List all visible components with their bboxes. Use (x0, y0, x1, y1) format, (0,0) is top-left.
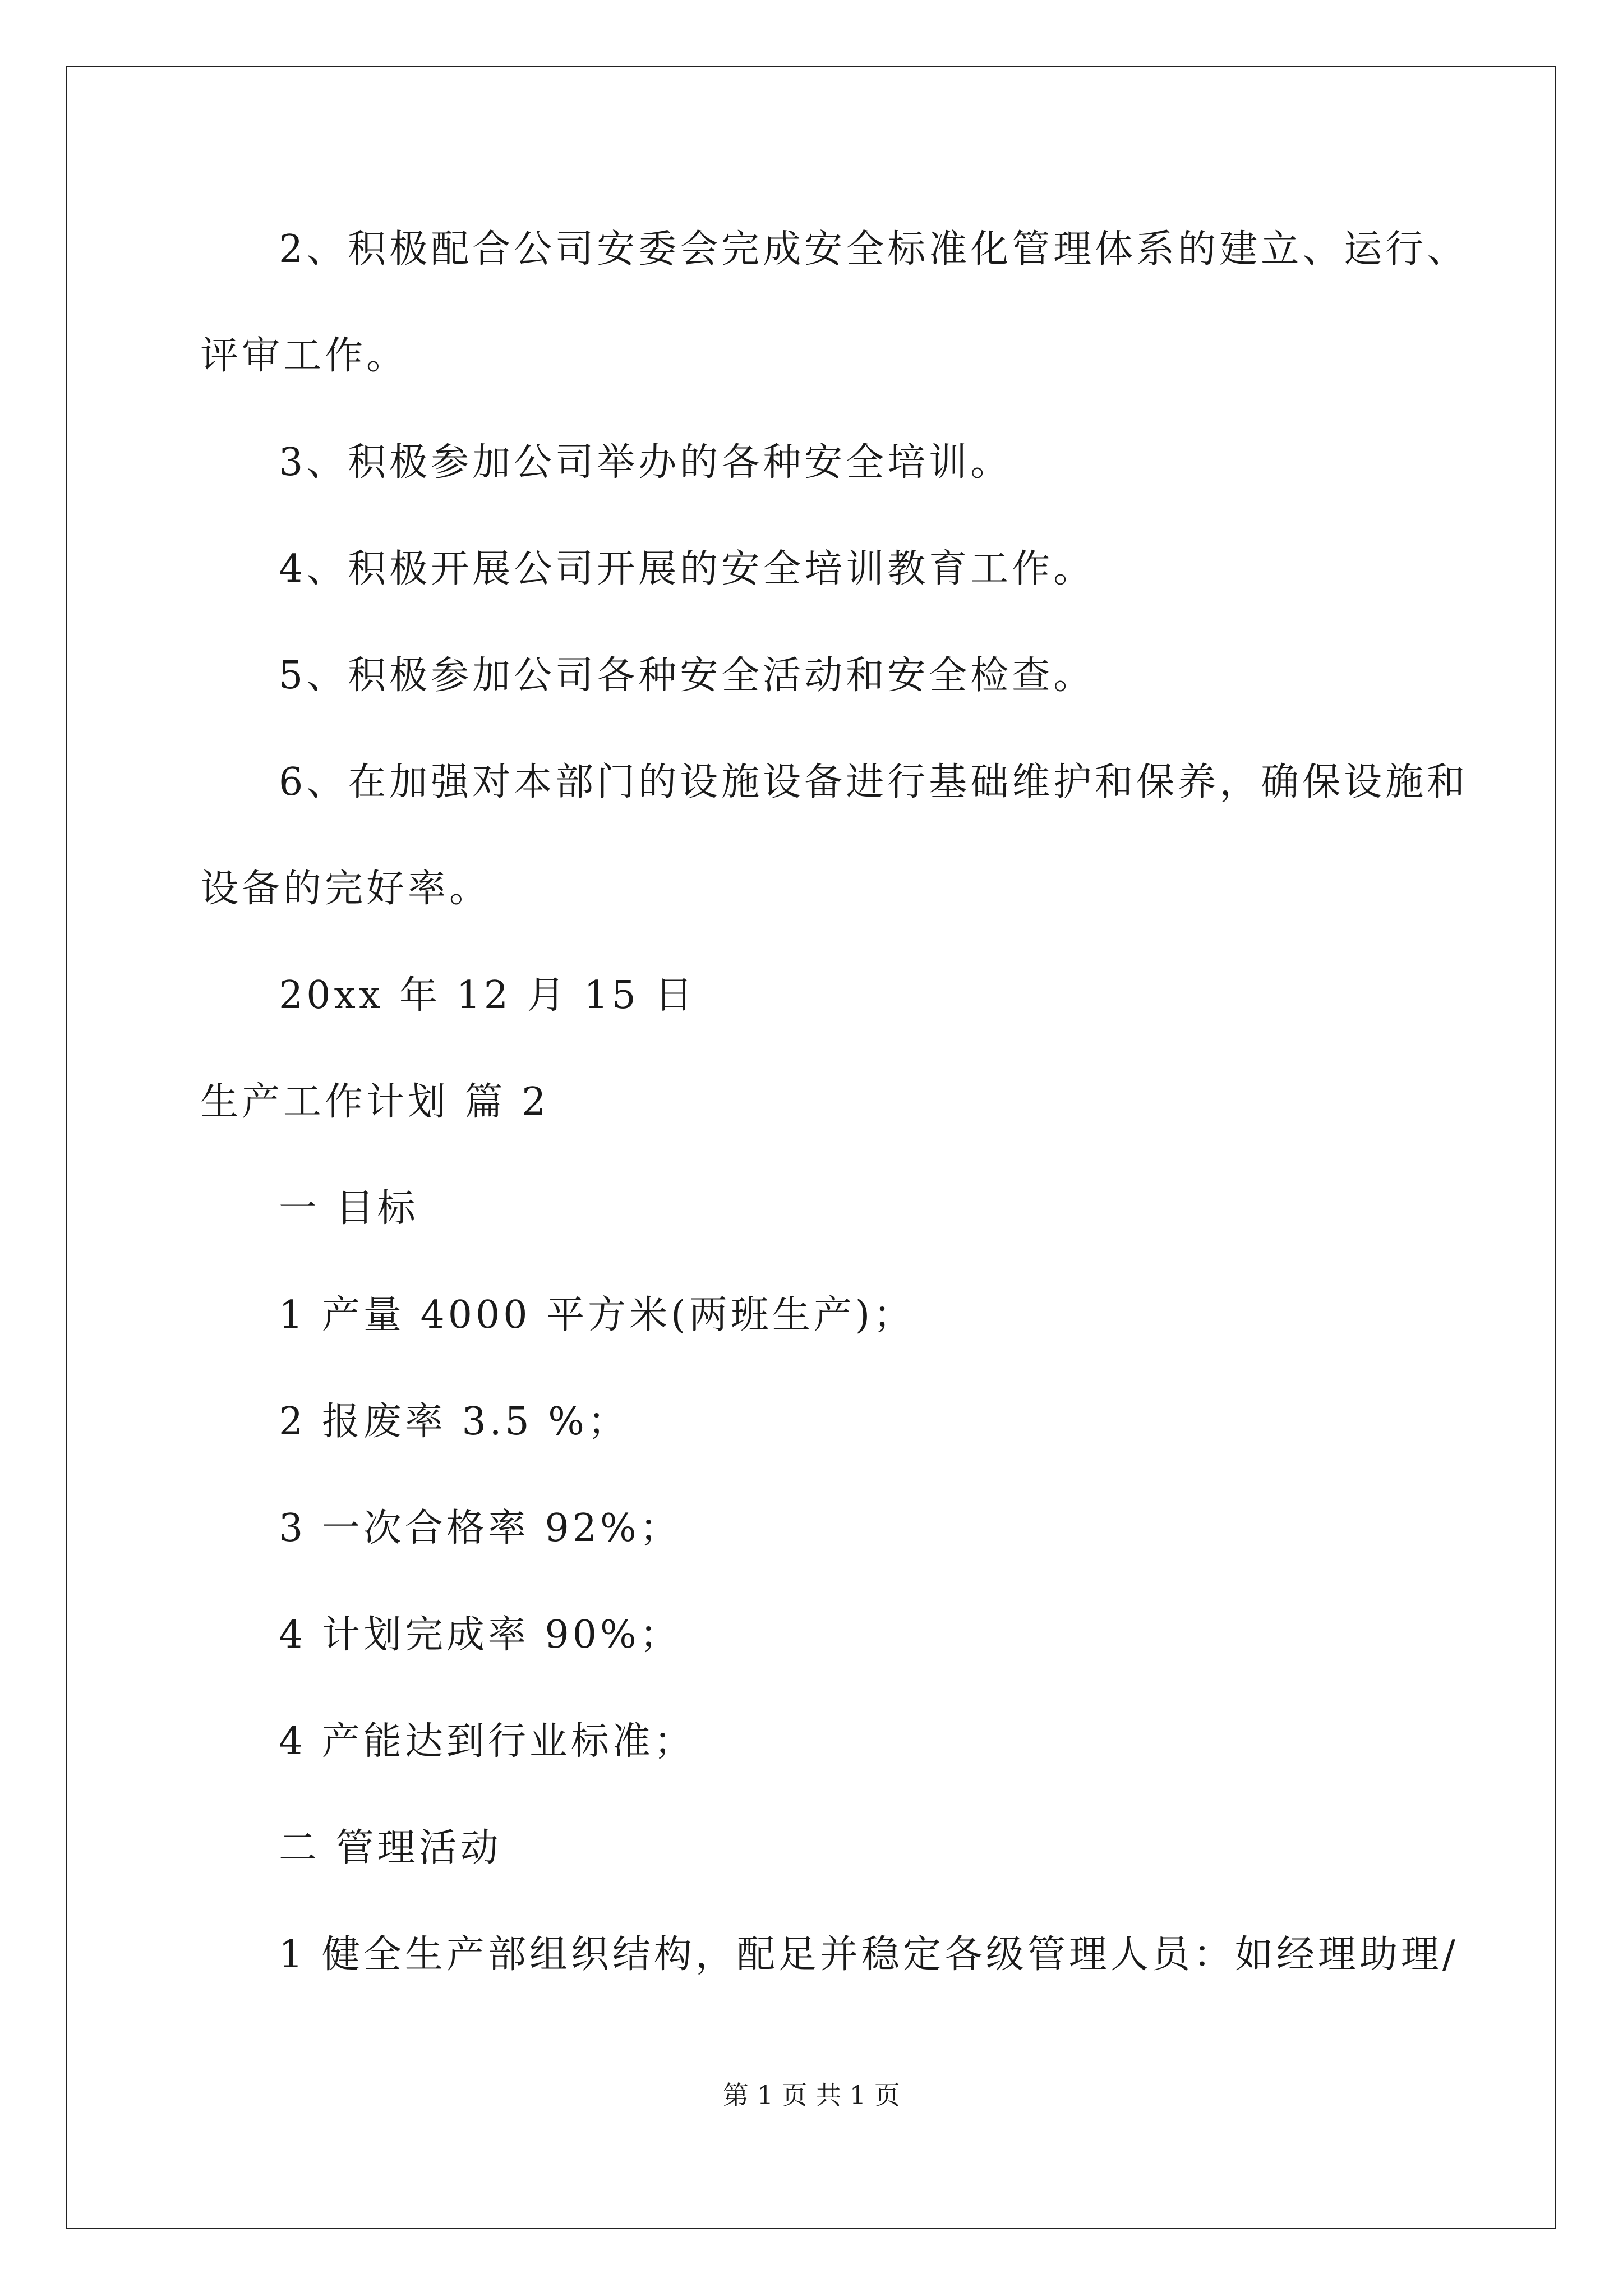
heading-goals: 一 目标 (279, 1186, 419, 1231)
page-border (66, 66, 1556, 2229)
section-title: 生产工作计划 篇 2 (200, 1080, 550, 1124)
page-footer: 第 1 页 共 1 页 (723, 2080, 900, 2110)
paragraph-item-6-line-2: 设备的完好率。 (200, 867, 491, 911)
paragraph-item-3: 3、积极参加公司举办的各种安全培训。 (279, 440, 1012, 485)
paragraph-item-6-line-1: 6、在加强对本部门的设施设备进行基础维护和保养，确保设施和 (279, 760, 1469, 804)
heading-management: 二 管理活动 (279, 1826, 502, 1870)
goal-item-scrap-rate: 2 报废率 3.5 %； (279, 1400, 629, 1444)
paragraph-item-2-line-1: 2、积极配合公司安委会完成安全标准化管理体系的建立、运行、 (279, 227, 1469, 272)
goal-item-output: 1 产量 4000 平方米(两班生产)； (279, 1293, 915, 1337)
paragraph-item-2-line-2: 评审工作。 (200, 334, 408, 378)
goal-item-pass-rate: 3 一次合格率 92%； (279, 1506, 681, 1550)
date-line: 20xx 年 12 月 15 日 (279, 973, 697, 1018)
paragraph-item-4: 4、积极开展公司开展的安全培训教育工作。 (279, 547, 1095, 591)
paragraph-item-5: 5、积极参加公司各种安全活动和安全检查。 (279, 654, 1095, 698)
goal-item-plan-completion: 4 计划完成率 90%； (279, 1613, 681, 1657)
management-item-1: 1 健全生产部组织结构，配足并稳定各级管理人员：如经理助理/ (279, 1932, 1459, 1977)
goal-item-capacity: 4 产能达到行业标准； (279, 1719, 695, 1764)
